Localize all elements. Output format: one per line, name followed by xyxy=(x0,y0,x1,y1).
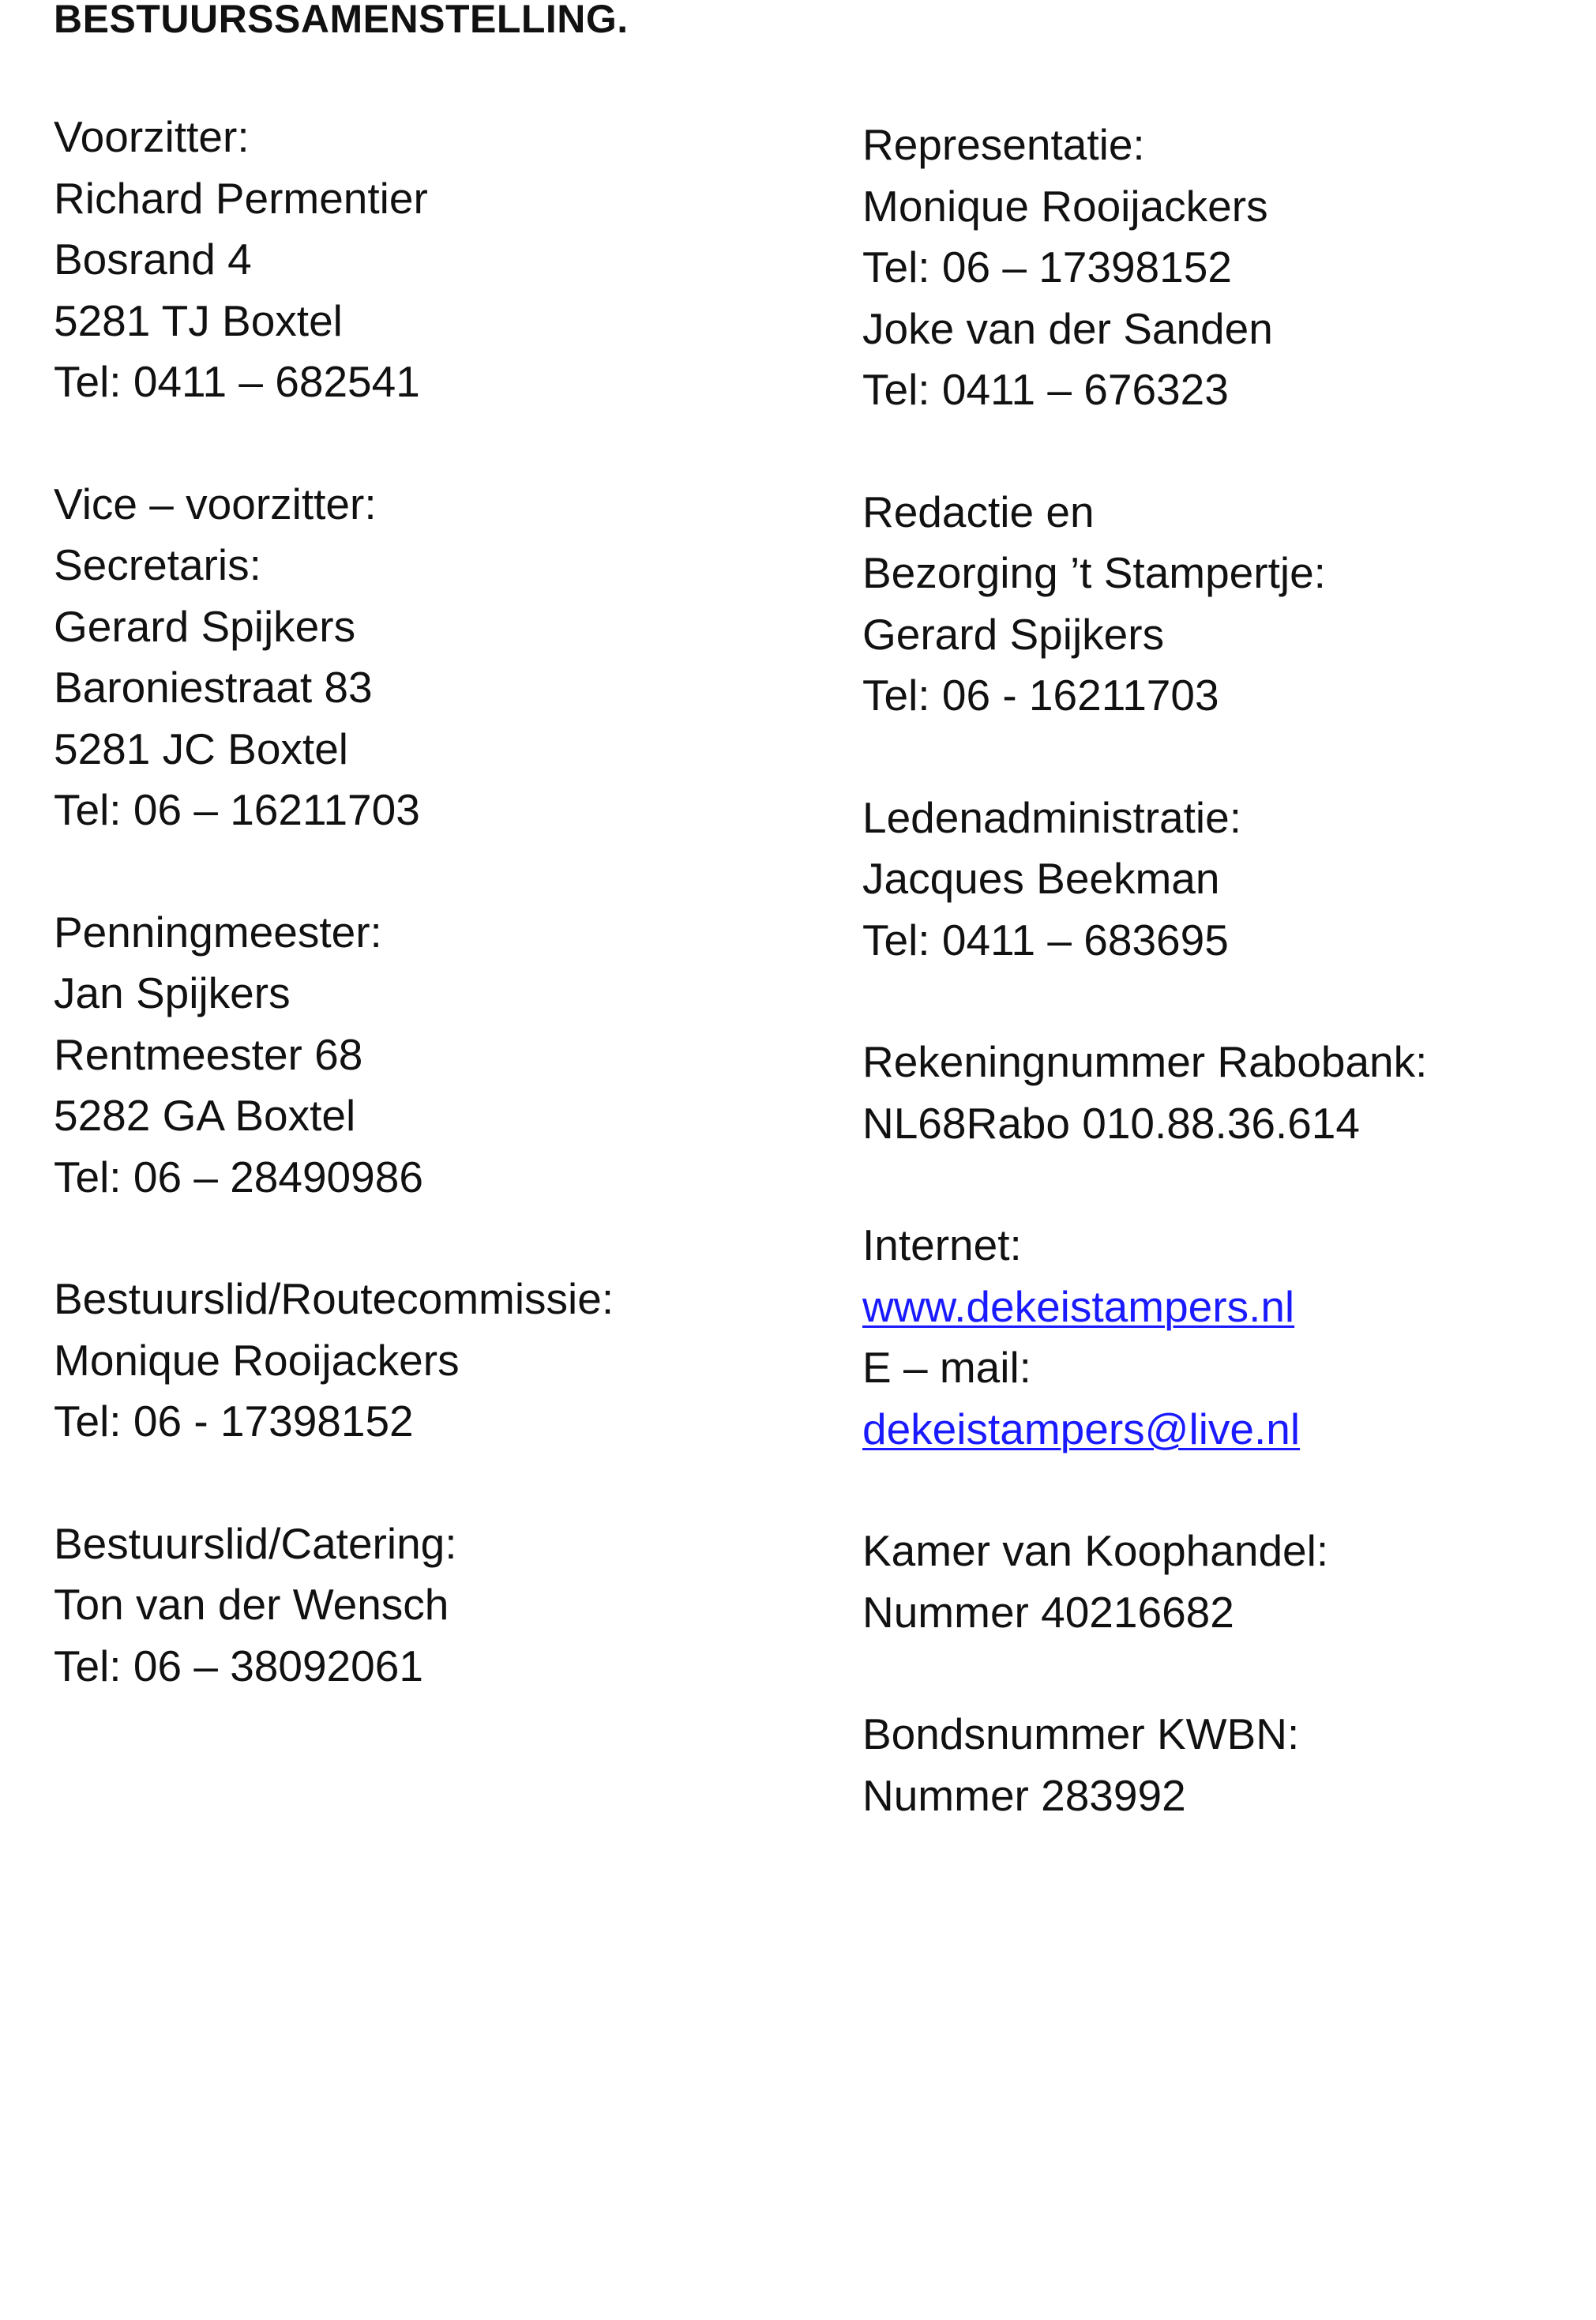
penningmeester-city: 5282 GA Boxtel xyxy=(54,1091,356,1140)
catering-role: Bestuurslid/Catering: xyxy=(54,1518,457,1568)
routecommissie-block xyxy=(54,1269,796,1453)
email-line xyxy=(862,1399,1596,1461)
voorzitter-city: 5281 TJ Boxtel xyxy=(54,295,343,345)
redactie-block xyxy=(862,482,1596,727)
routecommissie-role: Bestuurslid/Routecommissie: xyxy=(54,1274,614,1323)
rekening-block xyxy=(862,1032,1596,1154)
voorzitter-name: Richard Permentier xyxy=(54,173,428,223)
voorzitter-role: Voorzitter: xyxy=(54,112,250,161)
page-title: BESTUURSSAMENSTELLING. xyxy=(54,0,629,41)
penningmeester-block xyxy=(54,902,796,1209)
voorzitter-block xyxy=(54,107,796,413)
website-link[interactable]: www.dekeistampers.nl xyxy=(862,1281,1295,1331)
voorzitter-street: Bosrand 4 xyxy=(54,235,252,284)
penningmeester-role: Penningmeester: xyxy=(54,907,382,957)
ledenadministratie-phone: Tel: 0411 – 683695 xyxy=(862,915,1229,964)
redactie-name: Gerard Spijkers xyxy=(862,609,1165,659)
kvk-label: Kamer van Koophandel: xyxy=(862,1526,1329,1575)
secretaris-phone: Tel: 06 – 16211703 xyxy=(54,785,420,834)
representatie-phone-1: Tel: 06 – 17398152 xyxy=(862,243,1232,291)
email-link[interactable]: dekeistampers@live.nl xyxy=(862,1404,1301,1453)
representatie-name-2: Joke van der Sanden xyxy=(862,303,1273,353)
catering-block xyxy=(54,1513,796,1698)
ledenadministratie-block xyxy=(862,788,1596,972)
redactie-role-line-1: Redactie en xyxy=(862,487,1095,536)
vice-voorzitter-role: Vice – voorzitter: xyxy=(54,479,377,528)
internet-block xyxy=(862,1215,1596,1460)
routecommissie-phone: Tel: 06 - 17398152 xyxy=(54,1397,414,1446)
secretaris-city: 5281 JC Boxtel xyxy=(54,724,348,773)
representatie-name-1: Monique Rooijackers xyxy=(862,181,1268,231)
penningmeester-street: Rentmeester 68 xyxy=(54,1029,363,1079)
rekening-value: NL68Rabo 010.88.36.614 xyxy=(862,1098,1360,1148)
secretaris-role: Secretaris: xyxy=(54,540,261,589)
rekening-label: Rekeningnummer Rabobank: xyxy=(862,1037,1428,1086)
representatie-role: Representatie: xyxy=(862,120,1145,169)
redactie-phone: Tel: 06 - 16211703 xyxy=(862,671,1219,720)
ledenadministratie-role: Ledenadministratie: xyxy=(862,792,1242,842)
website-line xyxy=(862,1277,1596,1338)
kvk-value: Nummer 40216682 xyxy=(862,1587,1234,1637)
kwbn-block xyxy=(862,1704,1596,1826)
right-column xyxy=(862,115,1596,1887)
kvk-block xyxy=(862,1521,1596,1643)
catering-phone: Tel: 06 – 38092061 xyxy=(54,1641,423,1690)
representatie-phone-2: Tel: 0411 – 676323 xyxy=(862,365,1229,414)
representatie-block xyxy=(862,115,1596,421)
penningmeester-name: Jan Spijkers xyxy=(54,968,291,1017)
email-label: E – mail: xyxy=(862,1343,1031,1392)
catering-name: Ton van der Wensch xyxy=(54,1580,449,1629)
secretaris-street: Baroniestraat 83 xyxy=(54,663,373,712)
penningmeester-phone: Tel: 06 – 28490986 xyxy=(54,1152,423,1201)
secretaris-block xyxy=(54,474,796,841)
kwbn-label: Bondsnummer KWBN: xyxy=(862,1709,1300,1758)
redactie-role-line-2: Bezorging ’t Stampertje: xyxy=(862,548,1326,597)
left-column xyxy=(54,107,796,1758)
routecommissie-name: Monique Rooijackers xyxy=(54,1335,460,1385)
secretaris-name: Gerard Spijkers xyxy=(54,601,356,651)
internet-label: Internet: xyxy=(862,1220,1022,1269)
ledenadministratie-name: Jacques Beekman xyxy=(862,854,1220,903)
voorzitter-phone: Tel: 0411 – 682541 xyxy=(54,357,420,406)
kwbn-value: Nummer 283992 xyxy=(862,1770,1186,1820)
